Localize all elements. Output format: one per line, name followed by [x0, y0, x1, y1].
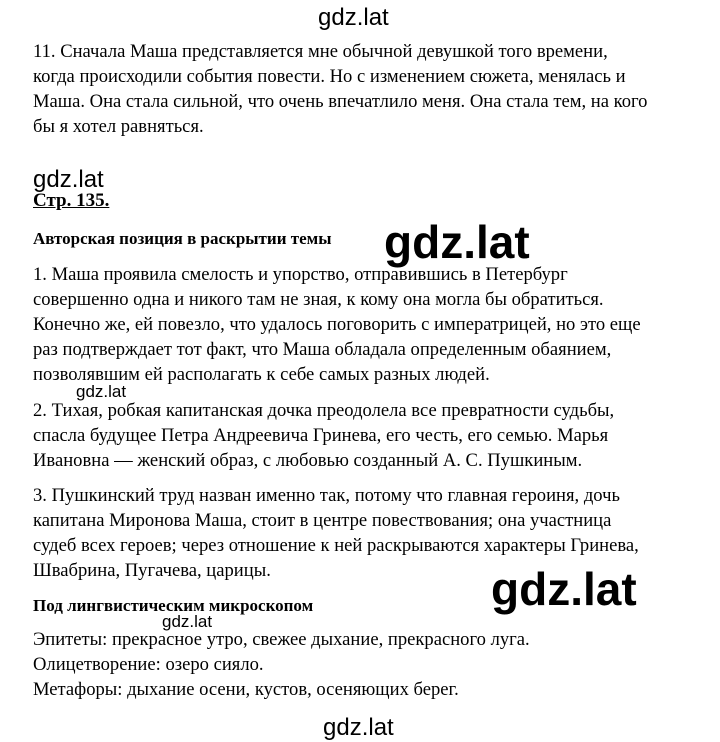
- watermark-top: gdz.lat: [318, 4, 389, 31]
- watermark-small-lower: gdz.lat: [162, 612, 213, 631]
- text-line: 1. Маша проявила смелость и упорство, отправившись в Петербург: [33, 264, 568, 285]
- text-line: Швабрина, Пугачева, царицы.: [33, 560, 271, 581]
- linguistic-list: [33, 627, 705, 702]
- answer-3: [33, 483, 705, 583]
- text-line: позволявшим ей располагать к себе самых разных людей.: [33, 364, 490, 385]
- watermark-large-heading: gdz.lat: [384, 216, 530, 268]
- text-line: 3. Пушкинский труд назван именно так, потому что главная героиня, дочь: [33, 485, 620, 506]
- section-heading-linguistic: Под лингвистическим микроскопом: [33, 596, 314, 615]
- watermark-above-page-number: gdz.lat: [33, 166, 104, 193]
- page-number: Стр. 135.: [33, 190, 110, 211]
- watermark-large-right: gdz.lat: [491, 563, 637, 615]
- text-line: Ивановна — женский образ, с любовью созданный А. С. Пушкиным.: [33, 450, 583, 471]
- text-line: 2. Тихая, робкая капитанская дочка преодолела все превратности судьбы,: [33, 400, 615, 421]
- watermark-small-middle: gdz.lat: [76, 382, 127, 401]
- text-line: Метафоры: дыхание осени, кустов, осеняющих берег.: [33, 679, 459, 700]
- text-line: Эпитеты: прекрасное утро, свежее дыхание, прекрасного луга.: [33, 629, 530, 650]
- answer-2: [33, 398, 705, 473]
- text-line: спасла будущее Петра Андреевича Гринева, его честь, его семью. Марья: [33, 425, 609, 446]
- watermark-bottom: gdz.lat: [323, 714, 394, 741]
- text-line: бы я хотел равняться.: [33, 116, 204, 137]
- text-line: 11. Сначала Маша представляется мне обычной девушкой того времени,: [33, 41, 608, 62]
- text-line: раз подтверждает тот факт, что Маша обладала определенным обаянием,: [33, 339, 612, 360]
- text-line: когда происходили события повести. Но с изменением сюжета, менялась и: [33, 66, 626, 87]
- text-line: Олицетворение: озеро сияло.: [33, 654, 264, 675]
- answer-1: [33, 262, 705, 387]
- text-line: совершенно одна и никого там не зная, к кому она могла бы обратиться.: [33, 289, 604, 310]
- text-line: капитана Миронова Маша, стоит в центре повествования; она участница: [33, 510, 612, 531]
- section-heading-author-position: Авторская позиция в раскрытии темы: [33, 229, 332, 248]
- paragraph-11: [33, 39, 705, 139]
- text-line: судеб всех героев; через отношение к ней раскрываются характеры Гринева,: [33, 535, 639, 556]
- text-line: Конечно же, ей повезло, что удалось поговорить с императрицей, но это еще: [33, 314, 641, 335]
- text-line: Маша. Она стала сильной, что очень впечатлило меня. Она стала тем, на кого: [33, 91, 648, 112]
